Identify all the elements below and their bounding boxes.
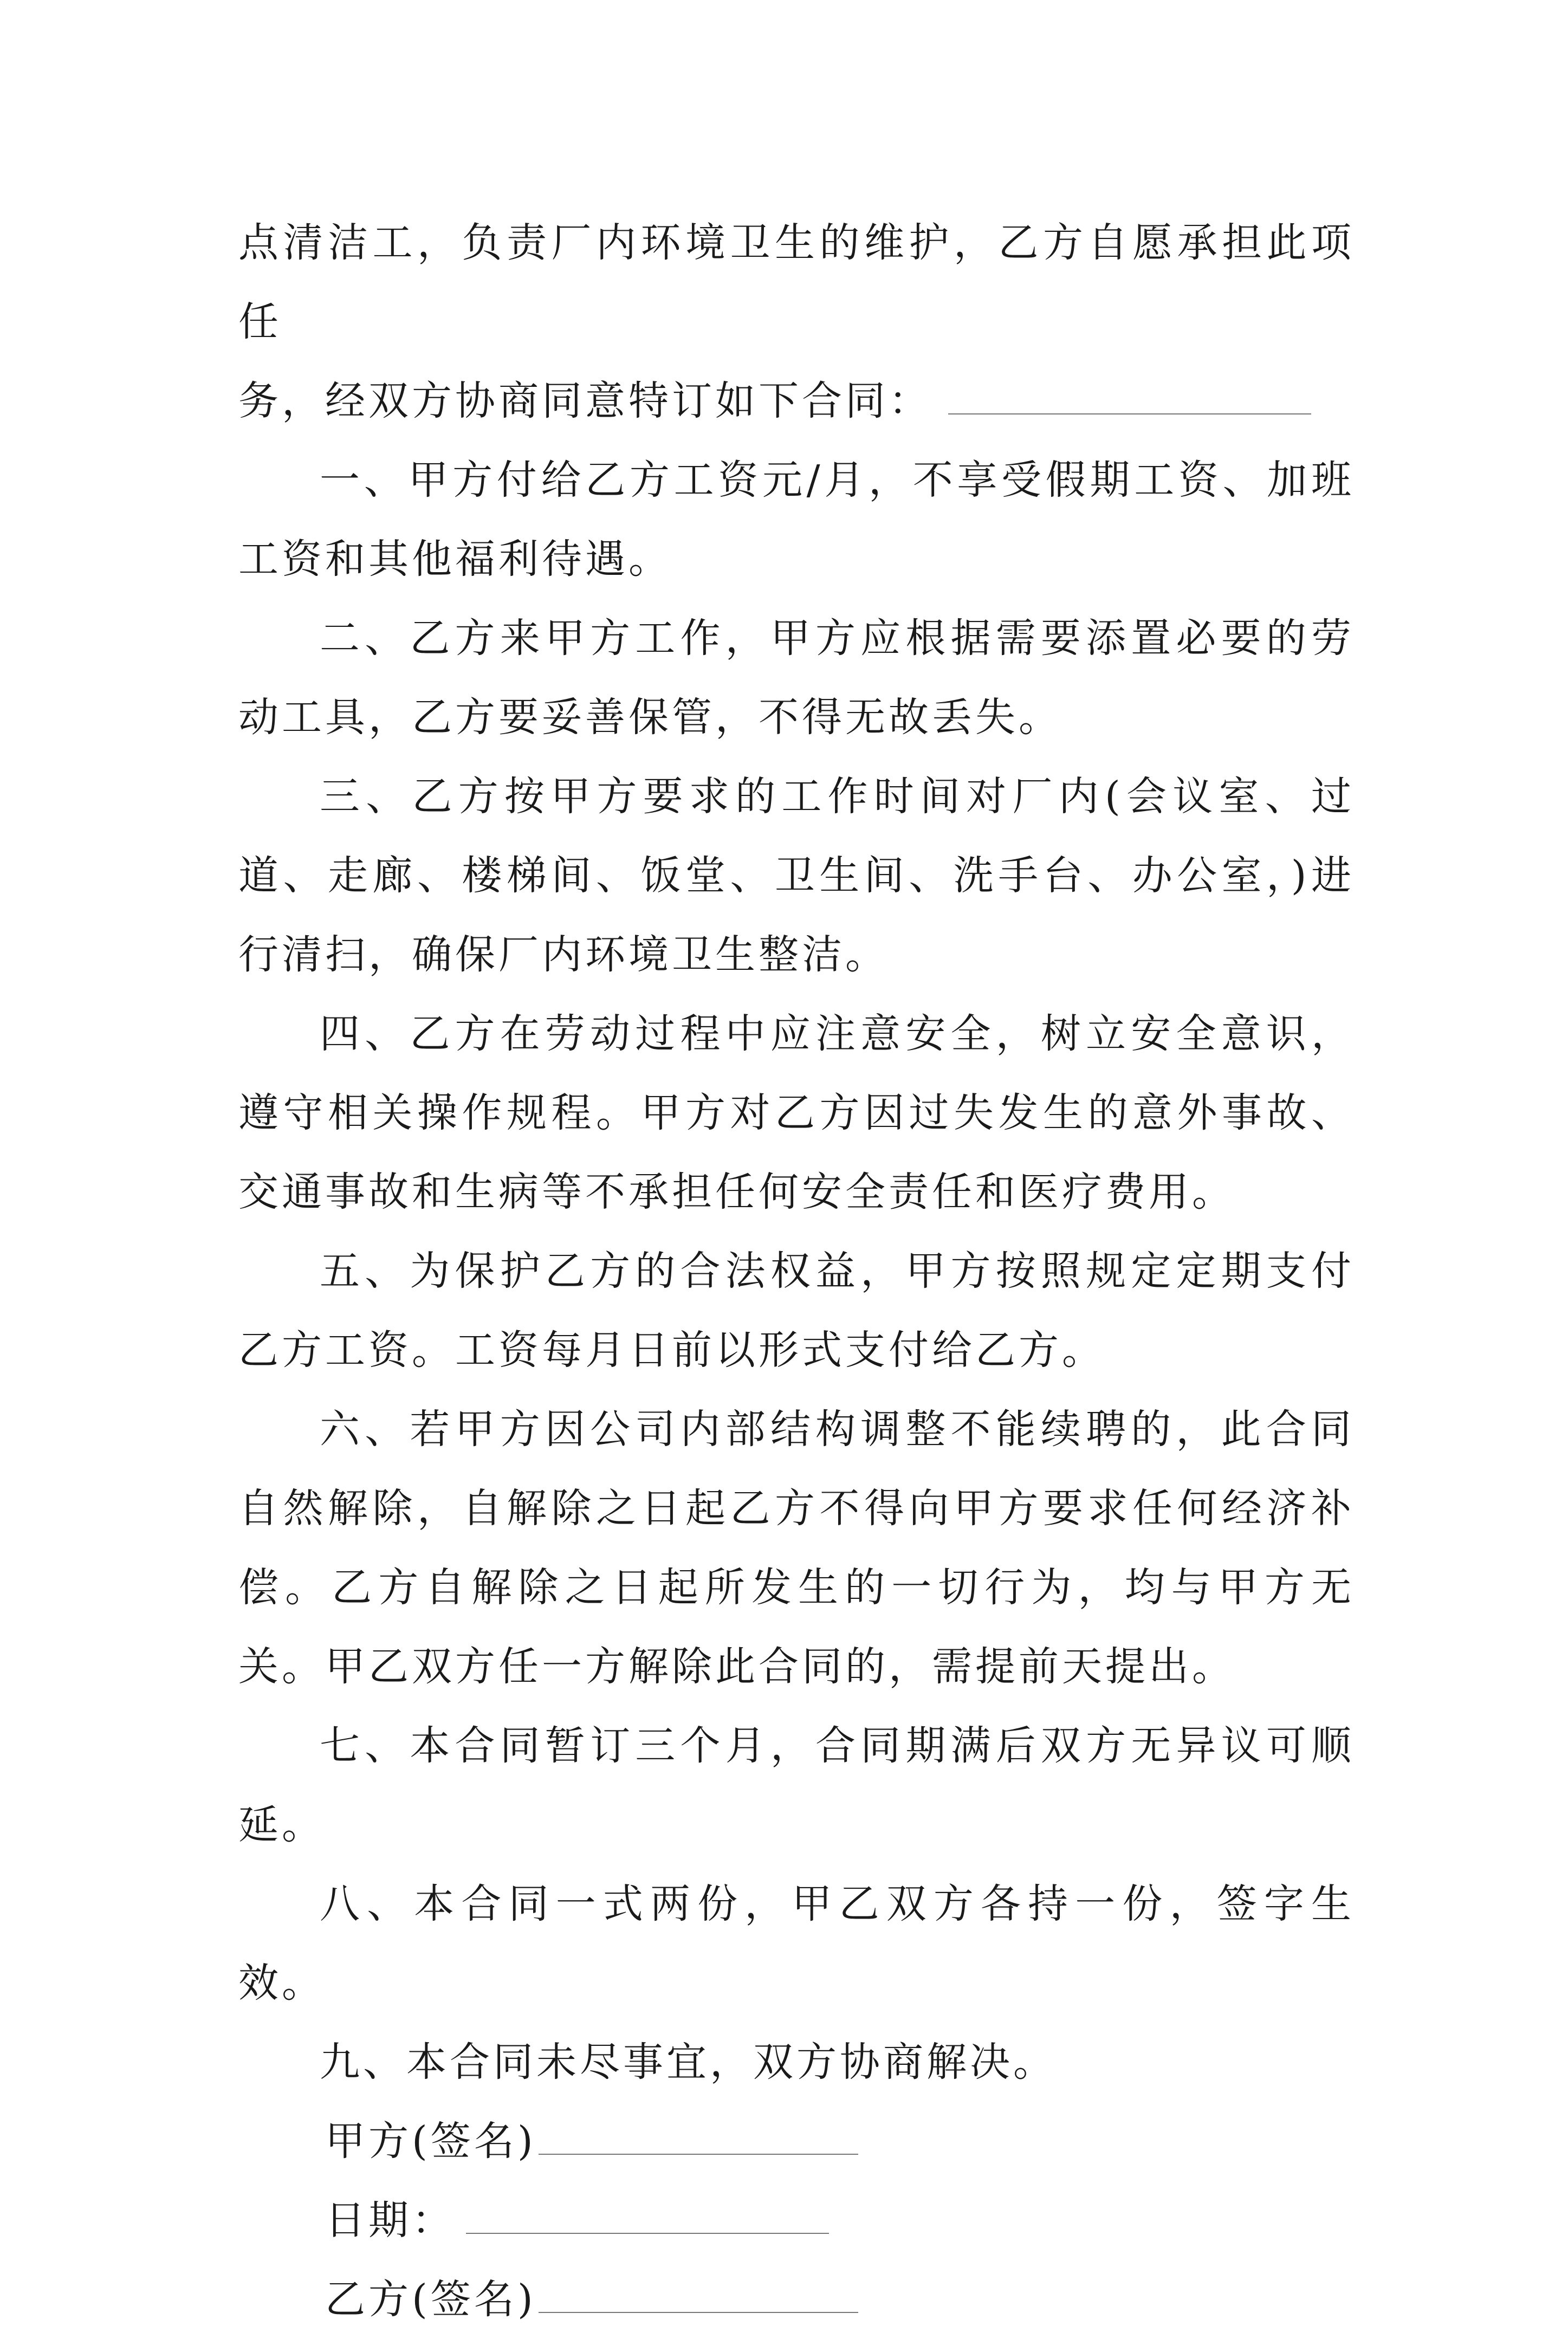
party-a-label: 甲方(签名) bbox=[325, 2118, 536, 2165]
clause-5: 五、为保护乙方的合法权益，甲方按照规定定期支付乙方工资。工资每月日前以形式支付给乙方。 bbox=[238, 1248, 1355, 1373]
party-b-signature-row bbox=[238, 2260, 1355, 2339]
clause-7: 七、本合同暂订三个月，合同期满后双方无异议可顺延。 bbox=[238, 1722, 1355, 1848]
clause-3: 三、乙方按甲方要求的工作时间对厂内(会议室、过道、走廊、楼梯间、饭堂、卫生间、洗手台、办公室，)进行清扫，确保厂内环境卫生整洁。 bbox=[238, 773, 1355, 978]
party-a-signature-row bbox=[238, 2102, 1355, 2181]
clause-2: 二、乙方来甲方工作，甲方应根据需要添置必要的劳动工具，乙方要妥善保管，不得无故丢失。 bbox=[238, 615, 1355, 741]
intro-line-1: 点清洁工，负责厂内环境卫生的维护，乙方自愿承担此项任 bbox=[238, 219, 1355, 345]
date-label: 日期： bbox=[325, 2197, 455, 2244]
clause-4: 四、乙方在劳动过程中应注意安全，树立安全意识，遵守相关操作规程。甲方对乙方因过失发生的意外事故、交通事故和生病等不承担任何安全责任和医疗费用。 bbox=[238, 1010, 1355, 1215]
party-b-signature-line bbox=[539, 2279, 858, 2313]
clause-6: 六、若甲方因公司内部结构调整不能续聘的，此合同自然解除，自解除之日起乙方不得向甲方要求任何经济补偿。乙方自解除之日起所发生的一切行为，均与甲方无关。甲乙双方任一方解除此合同的，需提前天提出。 bbox=[238, 1406, 1355, 1690]
contract-body bbox=[238, 203, 1355, 2339]
intro-paragraph bbox=[238, 203, 1355, 440]
clause-1: 一、甲方付给乙方工资元/月，不享受假期工资、加班工资和其他福利待遇。 bbox=[238, 457, 1355, 582]
clause-9: 九、本合同未尽事宜，双方协商解决。 bbox=[320, 2039, 1057, 2085]
date-row bbox=[238, 2181, 1355, 2260]
date-line bbox=[466, 2200, 829, 2234]
party-b-label: 乙方(签名) bbox=[325, 2276, 536, 2323]
party-a-signature-line bbox=[539, 2121, 858, 2155]
intro-line-2: 务，经双方协商同意特订如下合同： bbox=[238, 378, 932, 424]
clause-8: 八、本合同一式两份，甲乙双方各持一份，签字生效。 bbox=[238, 1881, 1355, 2006]
intro-blank-line bbox=[948, 381, 1311, 414]
